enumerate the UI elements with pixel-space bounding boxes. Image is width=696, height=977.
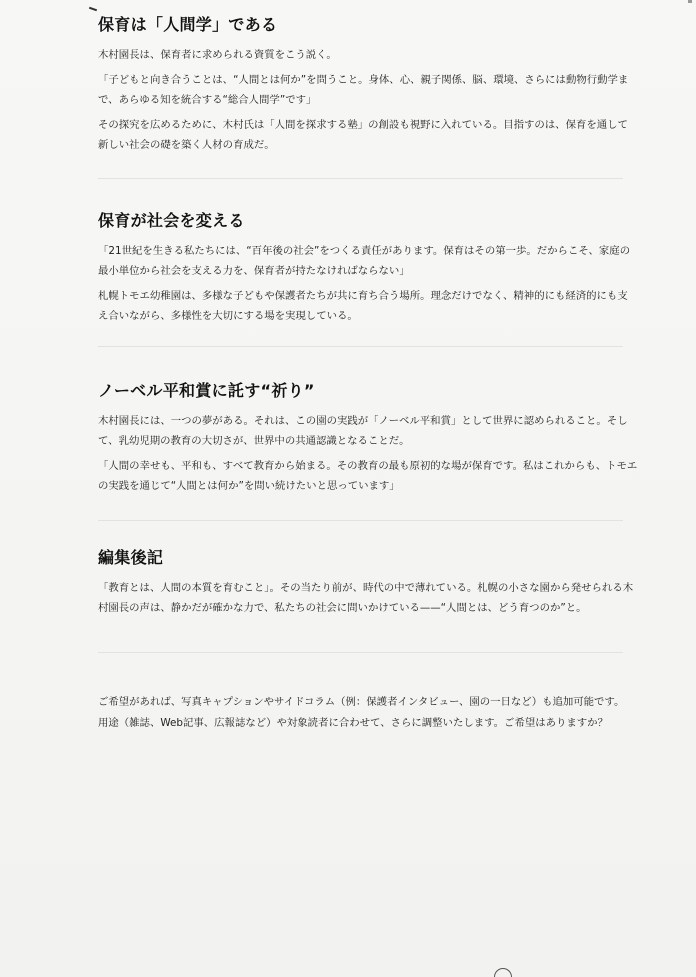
section-heading: 保育が社会を変える — [98, 211, 245, 230]
section-divider — [98, 520, 623, 521]
corner-scan-mark — [688, 0, 692, 3]
section-paragraph: 木村園長は、保育者に求められる資質をこう説く。 — [98, 49, 337, 61]
section-paragraph: 札幌トモエ幼稚園は、多様な子どもや保護者たちが共に育ち合う場所。理念だけでなく、精神的にも経済的にも支え合いながら、多様性を大切にする場を実現している。 — [98, 290, 628, 322]
section-heading: ノーベル平和賞に託す“祈り” — [98, 381, 315, 400]
section-paragraph: その探究を広めるために、木村氏は「人間を探求する塾」の創設も視野に入れている。目指すのは、保育を通して新しい社会の礎を築く人材の育成だ。 — [98, 119, 628, 151]
pen-tick-mark — [89, 7, 97, 12]
section-paragraph: 「21世紀を生きる私たちには、“百年後の社会”をつくる責任があります。保育はその第一歩。だからこそ、家庭の最小単位から社会を支える力を、保育者が持たなければならない」 — [98, 245, 631, 277]
scan-edge-mark — [494, 968, 512, 977]
section-ningengaku — [98, 12, 638, 160]
section-society — [98, 208, 638, 331]
section-editors-note — [98, 545, 638, 623]
section-paragraph: 木村園長には、一つの夢がある。それは、この園の実践が「ノーベル平和賞」として世界に認められること。そして、乳幼児期の教育の大切さが、世界中の共通認識となることだ。 — [98, 415, 628, 447]
section-paragraph: 「人間の幸せも、平和も、すべて教育から始まる。その教育の最も原初的な場が保育です。私はこれからも、トモエの実践を通じて“人間とは何か”を問い続けたいと思っています」 — [98, 460, 638, 492]
section-heading: 保育は「人間学」である — [98, 15, 278, 34]
closing-note: ご希望があれば、写真キャプションやサイドコラム（例：保護者インタビュー、園の一日など）も追加可能です。用途（雑誌、Web記事、広報誌など）や対象読者に合わせて、さらに調整いたします。ご希望はありますか？ — [98, 696, 625, 730]
section-divider — [98, 178, 623, 179]
section-paragraph: 「教育とは、人間の本質を育むこと」。その当たり前が、時代の中で薄れている。札幌の小さな園から発せられる木村園長の声は、静かだが確かな力で、私たちの社会に問いかけている——“人間とは、どう育つのか”と。 — [98, 582, 634, 614]
section-divider — [98, 652, 623, 653]
section-heading: 編集後記 — [98, 548, 164, 567]
section-nobel-prayer — [98, 378, 638, 501]
section-divider — [98, 346, 623, 347]
section-paragraph: 「子どもと向き合うことは、“人間とは何か”を問うこと。身体、心、親子関係、脳、環境、さらには動物行動学まで、あらゆる知を統合する“総合人間学”です」 — [98, 74, 629, 106]
